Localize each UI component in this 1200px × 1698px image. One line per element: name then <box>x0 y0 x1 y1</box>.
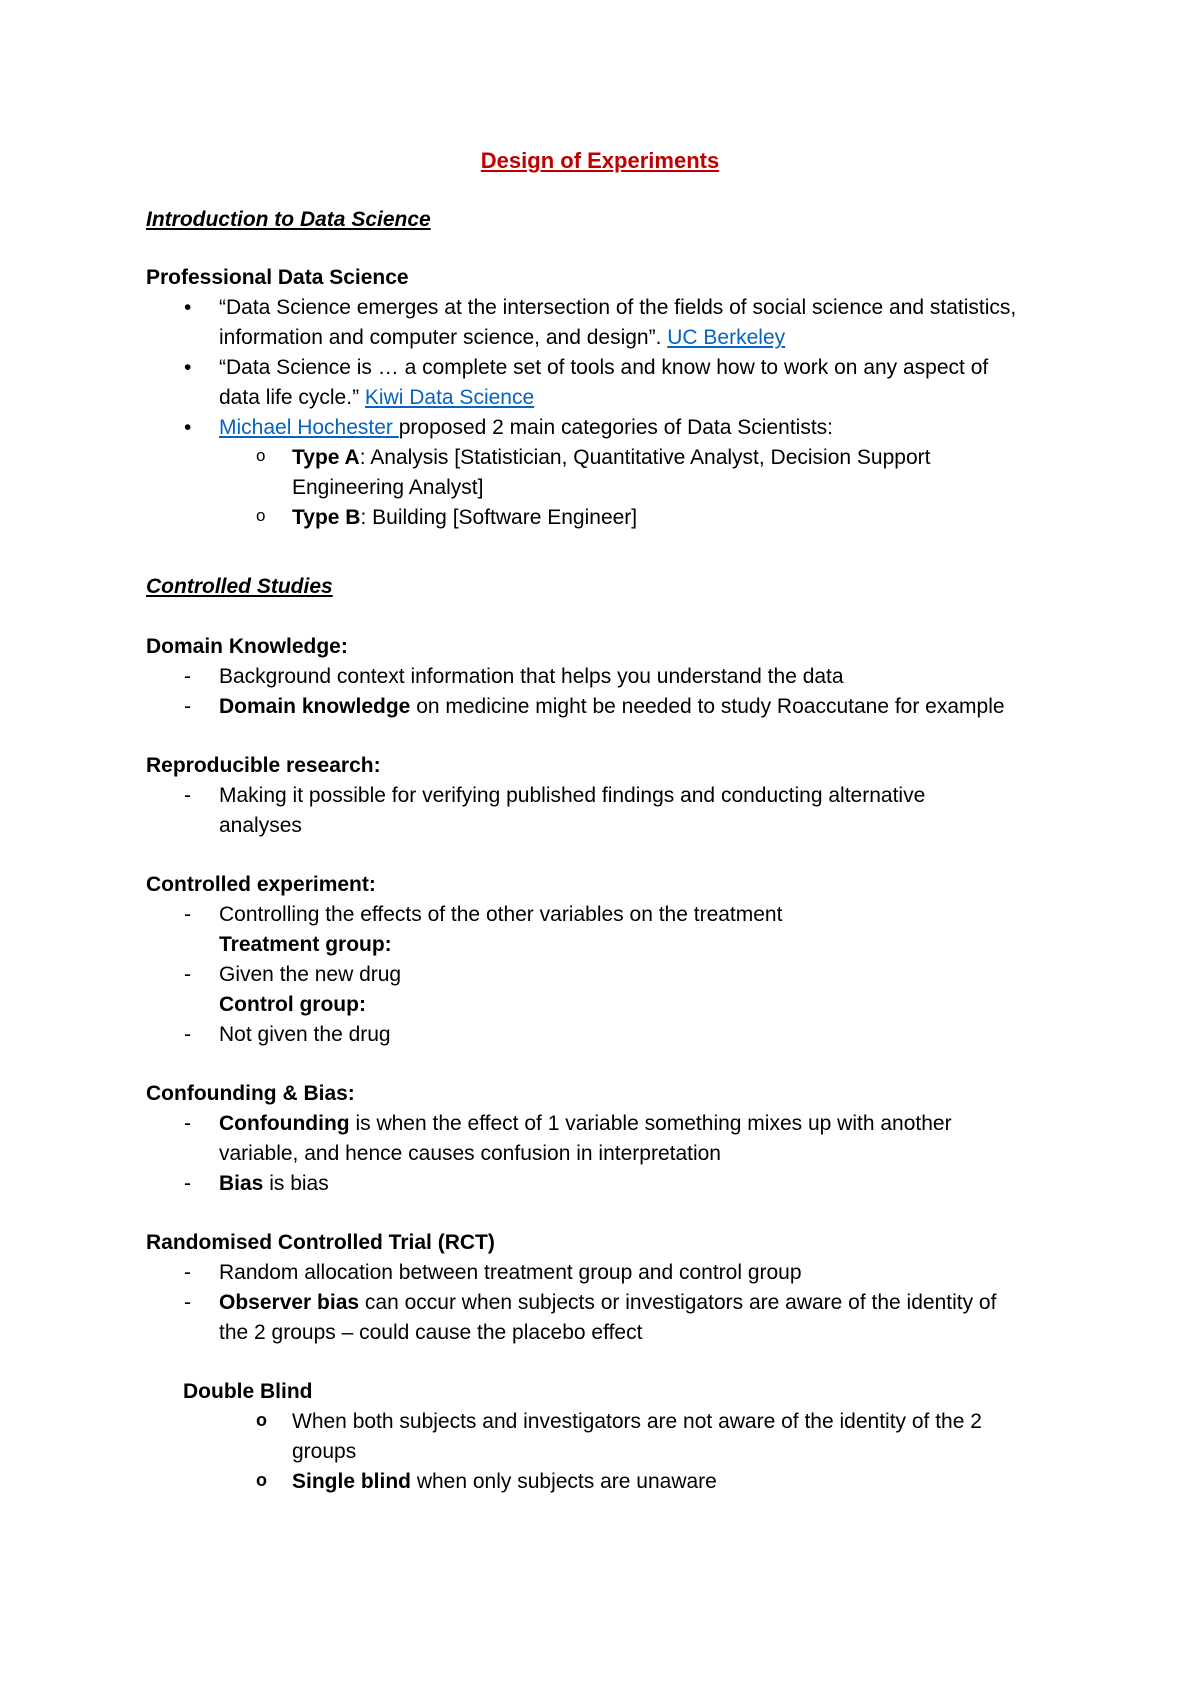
sub-item-bold: Type B <box>292 506 361 529</box>
bullet-marker: • <box>184 416 192 439</box>
sub-item <box>292 1470 717 1494</box>
dash-marker: - <box>184 1172 191 1195</box>
list-item: Given the new drug <box>219 963 402 986</box>
heading-reproducible: Reproducible research: <box>146 754 381 777</box>
heading-rct: Randomised Controlled Trial (RCT) <box>146 1231 495 1254</box>
sub-item-bold: Single blind <box>292 1470 411 1493</box>
bullet-text-cont <box>219 326 785 350</box>
list-item: Making it possible for verifying published findings and conducting alternative <box>219 784 926 807</box>
heading-confounding: Confounding & Bias: <box>146 1082 355 1105</box>
dash-marker: - <box>184 1112 191 1135</box>
sub-item-text: : Analysis [Statistician, Quantitative Analyst, Decision Support <box>359 446 931 469</box>
dash-marker: - <box>184 903 191 926</box>
subheading-treatment: Treatment group: <box>219 933 392 956</box>
heading-controlled-experiment: Controlled experiment: <box>146 873 376 896</box>
sub-item-type-b <box>292 506 637 530</box>
list-item <box>219 1291 996 1315</box>
sub-item-text: : Building [Software Engineer] <box>360 506 638 529</box>
sub-item: When both subjects and investigators are not aware of the identity of the 2 <box>292 1410 982 1433</box>
sub-item-cont: groups <box>292 1440 357 1463</box>
bullet-text-line <box>219 416 833 440</box>
sub-item-text-cont: Engineering Analyst] <box>292 476 484 499</box>
heading-professional: Professional Data Science <box>146 266 409 289</box>
list-item: Not given the drug <box>219 1023 391 1046</box>
bullet-marker: • <box>184 356 192 379</box>
list-item <box>219 695 1005 719</box>
bullet-text: information and computer science, and design”. <box>219 326 668 349</box>
list-item-bold: Confounding <box>219 1112 350 1135</box>
list-item-bold: Domain knowledge <box>219 695 411 718</box>
dash-marker: - <box>184 1261 191 1284</box>
heading-domain: Domain Knowledge: <box>146 635 348 658</box>
list-item-cont: variable, and hence causes confusion in interpretation <box>219 1142 721 1165</box>
circle-marker: o <box>256 506 266 525</box>
bullet-text-cont <box>219 386 534 410</box>
sub-item-type-a <box>292 446 930 470</box>
bullet-marker: • <box>184 296 192 319</box>
section-controlled: Controlled Studies <box>146 575 333 598</box>
bullet-text: data life cycle.” <box>219 386 365 409</box>
list-item: Controlling the effects of the other variables on the treatment <box>219 903 783 926</box>
michael-hochester-link[interactable]: Michael Hochester <box>219 416 399 439</box>
list-item-text: on medicine might be needed to study Roaccutane for example <box>410 695 1005 718</box>
bullet-text: “Data Science is … a complete set of tools and know how to work on any aspect of <box>219 356 989 379</box>
list-item-cont: the 2 groups – could cause the placebo effect <box>219 1321 643 1344</box>
subheading-control: Control group: <box>219 993 366 1016</box>
list-item <box>219 1112 952 1136</box>
list-item: Random allocation between treatment group and control group <box>219 1261 802 1284</box>
list-item-text: can occur when subjects or investigators are aware of the identity of <box>359 1291 997 1314</box>
circle-marker: o <box>256 1410 267 1430</box>
list-item-text: is bias <box>263 1172 329 1195</box>
sub-item-bold: Type A <box>292 446 360 469</box>
list-item <box>219 1172 329 1196</box>
list-item-bold: Bias <box>219 1172 264 1195</box>
page-title: Design of Experiments <box>480 148 720 173</box>
heading-double-blind: Double Blind <box>183 1380 313 1403</box>
bullet-text: “Data Science emerges at the intersection of the fields of social science and statistics, <box>219 296 1017 319</box>
list-item: Background context information that helps you understand the data <box>219 665 844 688</box>
sub-item-text: when only subjects are unaware <box>411 1470 717 1493</box>
list-item-text: is when the effect of 1 variable something mixes up with another <box>349 1112 952 1135</box>
circle-marker: o <box>256 1470 267 1490</box>
list-item-cont: analyses <box>219 814 302 837</box>
dash-marker: - <box>184 1023 191 1046</box>
dash-marker: - <box>184 695 191 718</box>
kiwi-data-science-link[interactable]: Kiwi Data Science <box>364 386 535 409</box>
dash-marker: - <box>184 665 191 688</box>
uc-berkeley-link[interactable]: UC Berkeley <box>667 326 786 349</box>
dash-marker: - <box>184 784 191 807</box>
circle-marker: o <box>256 446 266 465</box>
list-item-bold: Observer bias <box>219 1291 360 1314</box>
dash-marker: - <box>184 963 191 986</box>
dash-marker: - <box>184 1291 191 1314</box>
section-intro: Introduction to Data Science <box>146 208 431 231</box>
bullet-text: proposed 2 main categories of Data Scientists: <box>398 416 833 439</box>
